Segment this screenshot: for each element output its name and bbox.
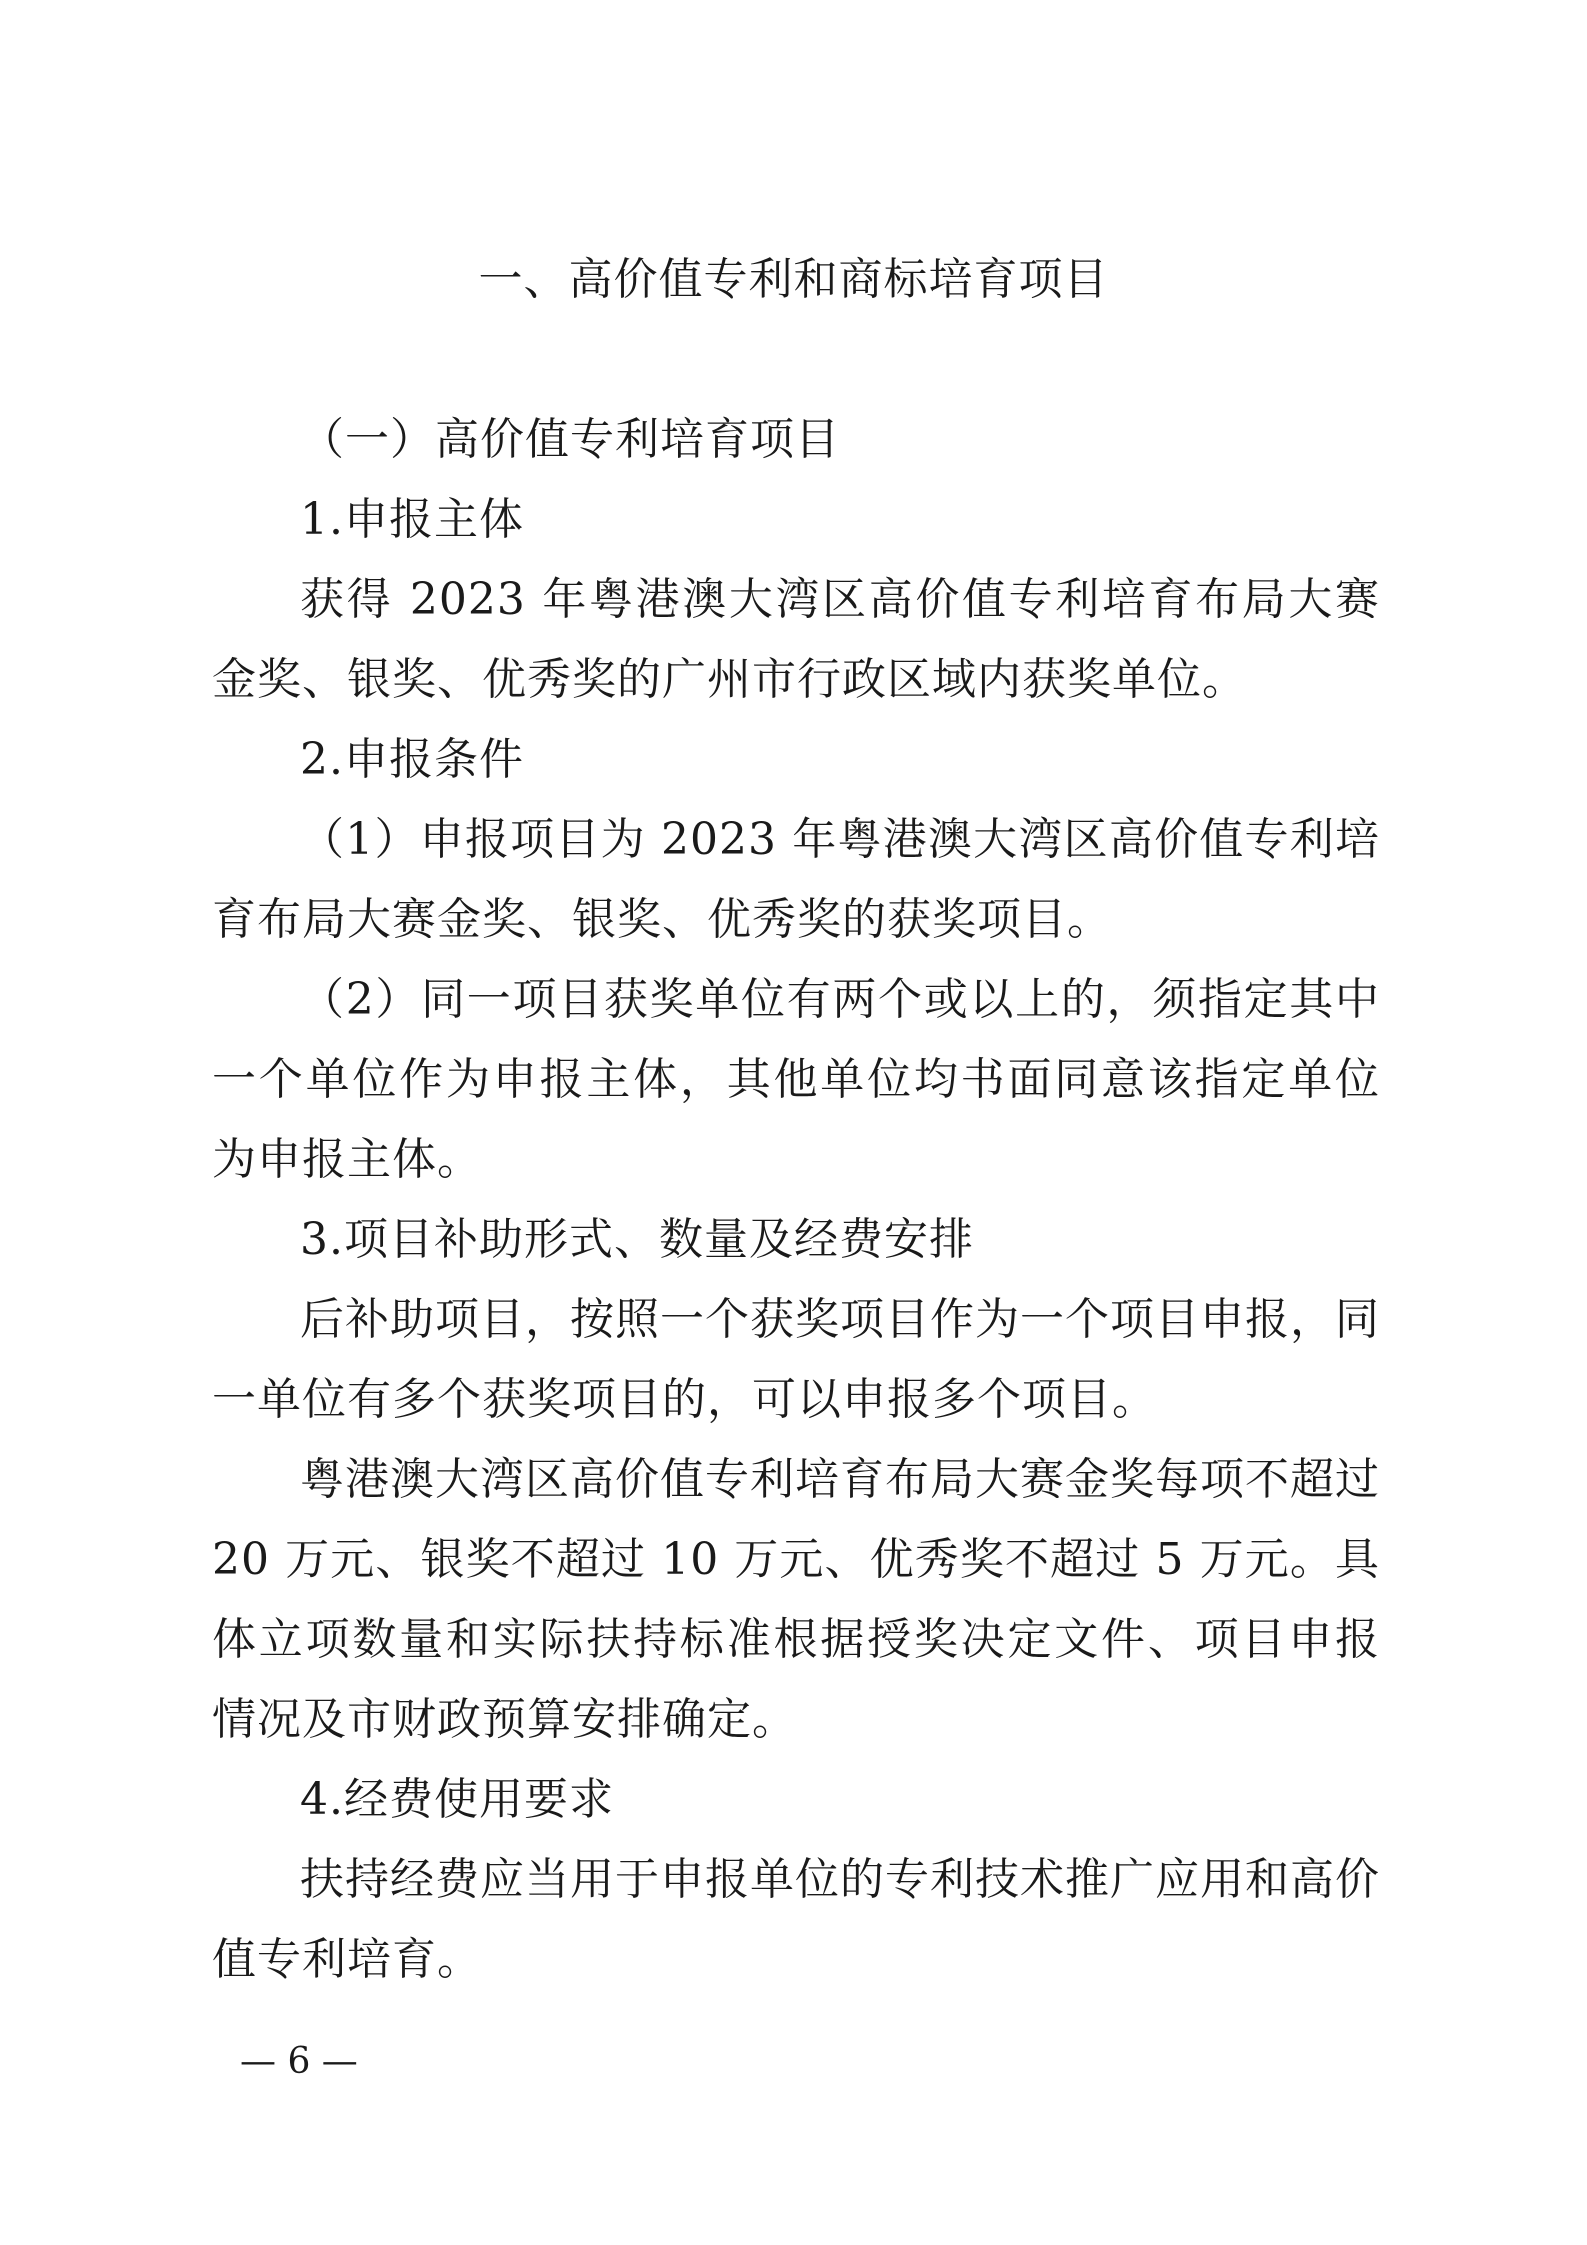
subheading-funding: 3.项目补助形式、数量及经费安排 <box>300 1214 974 1265</box>
subheading-usage: 4.经费使用要求 <box>300 1774 614 1825</box>
paragraph-condition-2: （2）同一项目获奖单位有两个或以上的，须指定其中一个单位作为申报主体，其他单位均书面同意该指定单位为申报主体。 <box>212 974 1380 1185</box>
document-body <box>212 400 1380 2000</box>
paragraph-condition-1: （1）申报项目为 2023 年粤港澳大湾区高价值专利培育布局大赛金奖、银奖、优秀奖的获奖项目。 <box>212 814 1380 945</box>
subheading-applicant: 1.申报主体 <box>300 494 524 545</box>
paragraph-applicant: 获得 2023 年粤港澳大湾区高价值专利培育布局大赛金奖、银奖、优秀奖的广州市行政区域内获奖单位。 <box>212 574 1380 705</box>
section-heading: （一）高价值专利培育项目 <box>300 414 840 465</box>
paragraph-funding-form: 后补助项目，按照一个获奖项目作为一个项目申报，同一单位有多个获奖项目的，可以申报多个项目。 <box>212 1294 1380 1425</box>
page-title: 一、高价值专利和商标培育项目 <box>478 254 1109 305</box>
paragraph-funding-amount: 粤港澳大湾区高价值专利培育布局大赛金奖每项不超过 20 万元、银奖不超过 10 万元、优秀奖不超过 5 万元。具体立项数量和实际扶持标准根据授奖决定文件、项目申报情况及市财政预算安排确定。 <box>212 1454 1380 1745</box>
paragraph-usage: 扶持经费应当用于申报单位的专利技术推广应用和高价值专利培育。 <box>212 1854 1380 1985</box>
subheading-conditions: 2.申报条件 <box>300 734 524 785</box>
page-number: — 6 — <box>240 2041 358 2082</box>
